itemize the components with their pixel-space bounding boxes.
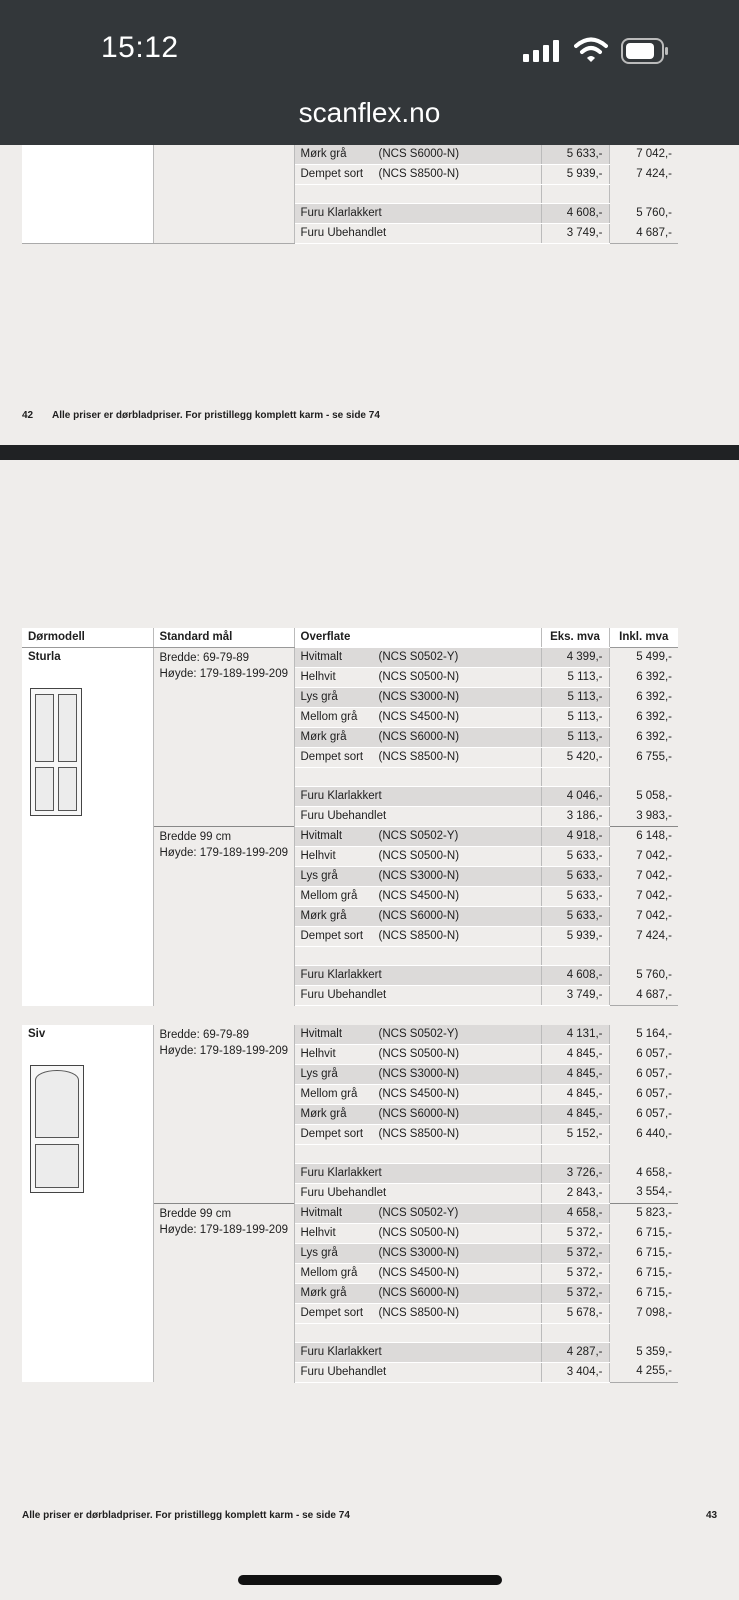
price-excl-vat: 5 939,- — [541, 165, 609, 185]
price-excl-vat: 4 608,- — [541, 966, 609, 986]
ncs-code: (NCS S6000-N) — [378, 148, 460, 160]
ncs-code: (NCS S4500-N) — [378, 1266, 460, 1279]
table-row — [22, 185, 678, 204]
price-excl-vat: 5 633,- — [541, 847, 609, 867]
height-spec: Høyde: 179-189-199-209 — [159, 1223, 288, 1236]
price-incl-vat: 6 392,- — [636, 711, 672, 723]
price-incl-vat: 5 359,- — [636, 1345, 672, 1358]
ncs-code: (NCS S8500-N) — [378, 1127, 460, 1140]
model-cell — [22, 1025, 153, 1383]
price-excl-vat: 3 749,- — [541, 224, 609, 244]
price-excl-vat: 5 113,- — [541, 668, 609, 688]
price-excl-vat: 3 749,- — [541, 986, 609, 1006]
surface-name: Hvitmalt — [300, 651, 343, 663]
ncs-code: (NCS S8500-N) — [378, 751, 460, 763]
url-bar[interactable]: scanflex.no — [298, 97, 441, 128]
price-incl-vat: 4 658,- — [636, 1166, 672, 1179]
price-incl-vat — [609, 1144, 678, 1163]
ncs-code: (NCS S0500-N) — [378, 850, 460, 862]
table-row — [22, 165, 678, 185]
width-spec: Bredde 99 cm — [159, 831, 232, 843]
price-incl-vat: 7 042,- — [636, 910, 672, 922]
surface-cell — [294, 907, 541, 927]
price-incl-vat: 6 392,- — [636, 691, 672, 703]
table-header — [22, 628, 678, 648]
price-incl-vat — [609, 768, 678, 787]
page-42 — [0, 145, 739, 445]
surface-name: Furu Klarlakkert — [300, 1345, 382, 1358]
ncs-code: (NCS S4500-N) — [378, 1087, 460, 1100]
price-incl-vat: 3 554,- — [636, 1186, 672, 1199]
surface-name: Dempet sort — [300, 1127, 364, 1140]
surface-cell — [294, 668, 541, 688]
surface-cell — [294, 847, 541, 867]
price-excl-vat: 4 658,- — [541, 1203, 609, 1223]
door-panel — [58, 767, 77, 811]
surface-name: Mellom grå — [300, 890, 358, 902]
price-excl-vat: 5 113,- — [541, 728, 609, 748]
price-incl-vat: 6 440,- — [636, 1127, 672, 1140]
ncs-code: (NCS S0500-N) — [378, 671, 460, 683]
surface-cell — [294, 1303, 541, 1323]
ncs-code: (NCS S6000-N) — [378, 1107, 460, 1120]
model-cell — [22, 204, 153, 224]
table-row — [22, 648, 678, 668]
price-excl-vat: 3 404,- — [541, 1362, 609, 1382]
surface-cell — [294, 807, 541, 827]
dimension-cell — [153, 648, 294, 827]
door-panel — [58, 694, 77, 762]
height-spec: Høyde: 179-189-199-209 — [159, 847, 288, 859]
price-table — [22, 628, 678, 1383]
price-incl-vat: 7 098,- — [636, 1306, 672, 1319]
surface-name: Lys grå — [300, 691, 338, 703]
model-cell — [22, 165, 153, 185]
surface-name: Dempet sort — [300, 751, 364, 763]
dimension-cell — [153, 827, 294, 1006]
surface-name: Dempet sort — [300, 1306, 364, 1319]
surface-name: Furu Ubehandlet — [300, 989, 387, 1001]
ncs-code: (NCS S0502-Y) — [378, 1027, 459, 1040]
price-excl-vat: 5 372,- — [541, 1263, 609, 1283]
price-incl-vat: 6 057,- — [636, 1107, 672, 1120]
price-excl-vat: 4 399,- — [541, 648, 609, 668]
surface-name: Mellom grå — [300, 711, 358, 723]
surface-cell — [294, 1362, 541, 1382]
price-excl-vat — [541, 768, 609, 787]
ncs-code: (NCS S0500-N) — [378, 1047, 460, 1060]
price-excl-vat — [541, 1323, 609, 1342]
price-incl-vat: 7 424,- — [636, 168, 672, 180]
price-incl-vat: 6 715,- — [636, 1286, 672, 1299]
price-incl-vat: 5 058,- — [636, 790, 672, 802]
price-excl-vat: 5 678,- — [541, 1303, 609, 1323]
surface-name: Furu Ubehandlet — [300, 810, 387, 822]
page-footer: Alle priser er dørbladpriser. For pristillegg komplett karm - se side 74 — [22, 1510, 350, 1521]
price-excl-vat: 3 186,- — [541, 807, 609, 827]
price-excl-vat: 4 845,- — [541, 1064, 609, 1084]
surface-cell — [294, 748, 541, 768]
price-incl-vat: 6 392,- — [636, 731, 672, 743]
price-excl-vat — [541, 1144, 609, 1163]
ncs-code: (NCS S6000-N) — [378, 910, 460, 922]
price-excl-vat: 5 633,- — [541, 145, 609, 165]
surface-cell — [294, 768, 541, 787]
price-excl-vat: 4 845,- — [541, 1084, 609, 1104]
surface-name: Furu Ubehandlet — [300, 1186, 387, 1199]
surface-cell — [294, 887, 541, 907]
model-spacer — [22, 1006, 678, 1025]
ncs-code: (NCS S3000-N) — [378, 691, 460, 703]
price-excl-vat: 4 287,- — [541, 1342, 609, 1362]
surface-cell — [294, 947, 541, 966]
model-cell — [22, 185, 153, 204]
price-excl-vat: 4 845,- — [541, 1044, 609, 1064]
cellular-signal-icon — [523, 40, 563, 62]
ncs-code: (NCS S8500-N) — [378, 168, 460, 180]
height-spec: Høyde: 179-189-199-209 — [159, 668, 288, 680]
home-indicator[interactable] — [238, 1575, 502, 1585]
price-incl-vat: 6 755,- — [636, 751, 672, 763]
price-incl-vat: 7 042,- — [636, 148, 672, 161]
surface-cell — [294, 1283, 541, 1303]
price-excl-vat: 3 726,- — [541, 1163, 609, 1183]
price-excl-vat: 4 046,- — [541, 787, 609, 807]
ncs-code: (NCS S0500-N) — [378, 1226, 460, 1239]
surface-name: Hvitmalt — [300, 1206, 343, 1219]
surface-name: Lys grå — [300, 1067, 338, 1080]
price-incl-vat: 6 057,- — [636, 1067, 672, 1080]
price-incl-vat: 4 255,- — [609, 1362, 678, 1382]
surface-name: Dempet sort — [300, 930, 364, 942]
price-excl-vat: 5 633,- — [541, 887, 609, 907]
model-name: Siv — [28, 1027, 46, 1040]
surface-name: Mørk grå — [300, 1107, 347, 1120]
page-footer: Alle priser er dørbladpriser. For pristillegg komplett karm - se side 74 — [52, 410, 380, 421]
surface-cell — [294, 1243, 541, 1263]
surface-cell — [294, 688, 541, 708]
dimension-cell — [153, 185, 294, 204]
model-name: Sturla — [28, 651, 61, 663]
surface-name: Furu Klarlakkert — [300, 1166, 382, 1179]
price-incl-vat: 7 042,- — [636, 850, 672, 862]
ncs-code: (NCS S3000-N) — [378, 1246, 460, 1259]
surface-cell — [294, 224, 541, 244]
dimension-cell — [153, 165, 294, 185]
surface-cell — [294, 1323, 541, 1342]
price-excl-vat — [541, 947, 609, 966]
surface-cell — [294, 1203, 541, 1223]
price-excl-vat: 5 372,- — [541, 1243, 609, 1263]
ncs-code: (NCS S0502-Y) — [378, 830, 459, 842]
price-excl-vat: 4 918,- — [541, 827, 609, 847]
height-spec: Høyde: 179-189-199-209 — [159, 1044, 288, 1057]
surface-cell — [294, 1104, 541, 1124]
surface-name: Furu Klarlakkert — [300, 207, 382, 219]
surface-name: Mørk grå — [300, 148, 347, 160]
page-number: 42 — [22, 410, 34, 421]
surface-cell — [294, 1163, 541, 1183]
price-incl-vat: 5 164,- — [636, 1027, 672, 1040]
surface-name: Mørk grå — [300, 1286, 347, 1299]
ncs-code: (NCS S6000-N) — [378, 731, 460, 743]
price-incl-vat: 6 715,- — [636, 1266, 672, 1279]
surface-cell — [294, 787, 541, 807]
model-cell — [22, 224, 153, 244]
surface-name: Lys grå — [300, 1246, 338, 1259]
price-incl-vat: 7 042,- — [636, 870, 672, 882]
page-divider — [0, 445, 739, 460]
price-excl-vat: 5 113,- — [541, 688, 609, 708]
wifi-icon — [574, 37, 608, 63]
price-excl-vat: 5 372,- — [541, 1223, 609, 1243]
col-header-std: Standard mål — [153, 628, 294, 648]
surface-cell — [294, 1263, 541, 1283]
surface-cell — [294, 204, 541, 224]
surface-cell — [294, 145, 541, 165]
page-43 — [0, 460, 739, 1600]
door-illustration — [30, 1065, 84, 1193]
surface-cell — [294, 1084, 541, 1104]
model-cell — [22, 145, 153, 165]
ncs-code: (NCS S3000-N) — [378, 1067, 460, 1080]
dimension-cell — [153, 204, 294, 224]
ncs-code: (NCS S6000-N) — [378, 1286, 460, 1299]
price-table-continued — [22, 145, 678, 244]
price-incl-vat — [609, 1323, 678, 1342]
price-excl-vat: 4 608,- — [541, 204, 609, 224]
surface-cell — [294, 1064, 541, 1084]
door-panel — [35, 1070, 79, 1138]
model-cell — [22, 648, 153, 1006]
price-incl-vat: 7 424,- — [636, 930, 672, 942]
surface-name: Furu Ubehandlet — [300, 1365, 387, 1378]
price-excl-vat: 5 152,- — [541, 1124, 609, 1144]
dimension-cell — [153, 224, 294, 244]
ncs-code: (NCS S8500-N) — [378, 930, 460, 942]
width-spec: Bredde: 69-79-89 — [159, 1028, 250, 1041]
surface-name: Mørk grå — [300, 910, 347, 922]
price-excl-vat: 5 113,- — [541, 708, 609, 728]
surface-cell — [294, 1124, 541, 1144]
surface-cell — [294, 1044, 541, 1064]
surface-cell — [294, 1144, 541, 1163]
price-incl-vat — [609, 947, 678, 966]
surface-name: Dempet sort — [300, 168, 364, 180]
ncs-code: (NCS S0502-Y) — [378, 651, 459, 663]
surface-name: Helhvit — [300, 1226, 336, 1239]
page-number: 43 — [706, 1510, 718, 1521]
table-row — [22, 204, 678, 224]
col-header-eks: Eks. mva — [541, 628, 609, 648]
browser-status-bar — [0, 0, 739, 145]
surface-cell — [294, 1223, 541, 1243]
price-incl-vat: 6 148,- — [609, 827, 678, 847]
surface-cell — [294, 927, 541, 947]
surface-cell — [294, 966, 541, 986]
door-panel — [35, 767, 54, 811]
surface-name: Helhvit — [300, 850, 336, 862]
surface-name: Furu Klarlakkert — [300, 790, 382, 802]
price-incl-vat: 6 715,- — [636, 1226, 672, 1239]
surface-name: Mellom grå — [300, 1266, 358, 1279]
price-incl-vat: 4 687,- — [609, 986, 678, 1006]
surface-name: Helhvit — [300, 1047, 336, 1060]
price-incl-vat — [609, 185, 678, 204]
battery-icon — [621, 38, 669, 64]
ncs-code: (NCS S3000-N) — [378, 870, 460, 882]
surface-cell — [294, 165, 541, 185]
price-incl-vat: 7 042,- — [636, 890, 672, 902]
price-incl-vat: 5 823,- — [609, 1203, 678, 1223]
surface-cell — [294, 1342, 541, 1362]
dimension-cell — [153, 1025, 294, 1204]
surface-cell — [294, 185, 541, 204]
price-excl-vat: 5 633,- — [541, 907, 609, 927]
price-excl-vat: 5 420,- — [541, 748, 609, 768]
table-row — [22, 224, 678, 244]
surface-cell — [294, 867, 541, 887]
door-illustration — [30, 688, 82, 816]
surface-name: Furu Klarlakkert — [300, 969, 382, 981]
surface-name: Helhvit — [300, 671, 336, 683]
col-header-inkl: Inkl. mva — [609, 628, 678, 648]
price-incl-vat: 5 760,- — [636, 969, 672, 981]
price-excl-vat: 5 633,- — [541, 867, 609, 887]
ncs-code: (NCS S0502-Y) — [378, 1206, 459, 1219]
price-excl-vat: 4 845,- — [541, 1104, 609, 1124]
ncs-code: (NCS S8500-N) — [378, 1306, 460, 1319]
door-panel — [35, 694, 54, 762]
price-incl-vat: 6 715,- — [636, 1246, 672, 1259]
price-excl-vat: 5 372,- — [541, 1283, 609, 1303]
surface-name: Hvitmalt — [300, 830, 343, 842]
surface-cell — [294, 1183, 541, 1203]
col-header-model: Dørmodell — [22, 628, 153, 648]
table-row — [22, 1025, 678, 1045]
price-incl-vat: 5 499,- — [636, 651, 672, 664]
surface-name: Mørk grå — [300, 731, 347, 743]
surface-cell — [294, 1025, 541, 1045]
price-incl-vat: 6 392,- — [636, 671, 672, 683]
clock: 15:12 — [101, 31, 179, 64]
price-incl-vat: 3 983,- — [636, 809, 672, 822]
price-excl-vat — [541, 185, 609, 204]
surface-cell — [294, 986, 541, 1006]
ncs-code: (NCS S4500-N) — [378, 711, 460, 723]
door-panel — [35, 1144, 79, 1188]
price-incl-vat: 6 057,- — [636, 1087, 672, 1100]
surface-cell — [294, 648, 541, 668]
surface-cell — [294, 728, 541, 748]
surface-cell — [294, 708, 541, 728]
col-header-surface: Overflate — [294, 628, 541, 648]
surface-cell — [294, 827, 541, 847]
width-spec: Bredde: 69-79-89 — [159, 652, 250, 664]
surface-name: Hvitmalt — [300, 1027, 343, 1040]
price-incl-vat: 6 057,- — [636, 1047, 672, 1060]
price-excl-vat: 2 843,- — [541, 1183, 609, 1203]
price-excl-vat: 4 131,- — [541, 1025, 609, 1045]
price-excl-vat: 5 939,- — [541, 927, 609, 947]
dimension-cell — [153, 1203, 294, 1382]
price-incl-vat: 5 760,- — [636, 207, 672, 219]
table-row — [22, 145, 678, 165]
price-incl-vat: 4 687,- — [609, 224, 678, 244]
width-spec: Bredde 99 cm — [159, 1207, 232, 1220]
surface-name: Lys grå — [300, 870, 338, 882]
surface-name: Mellom grå — [300, 1087, 358, 1100]
ncs-code: (NCS S4500-N) — [378, 890, 460, 902]
dimension-cell — [153, 145, 294, 165]
surface-name: Furu Ubehandlet — [300, 227, 387, 239]
